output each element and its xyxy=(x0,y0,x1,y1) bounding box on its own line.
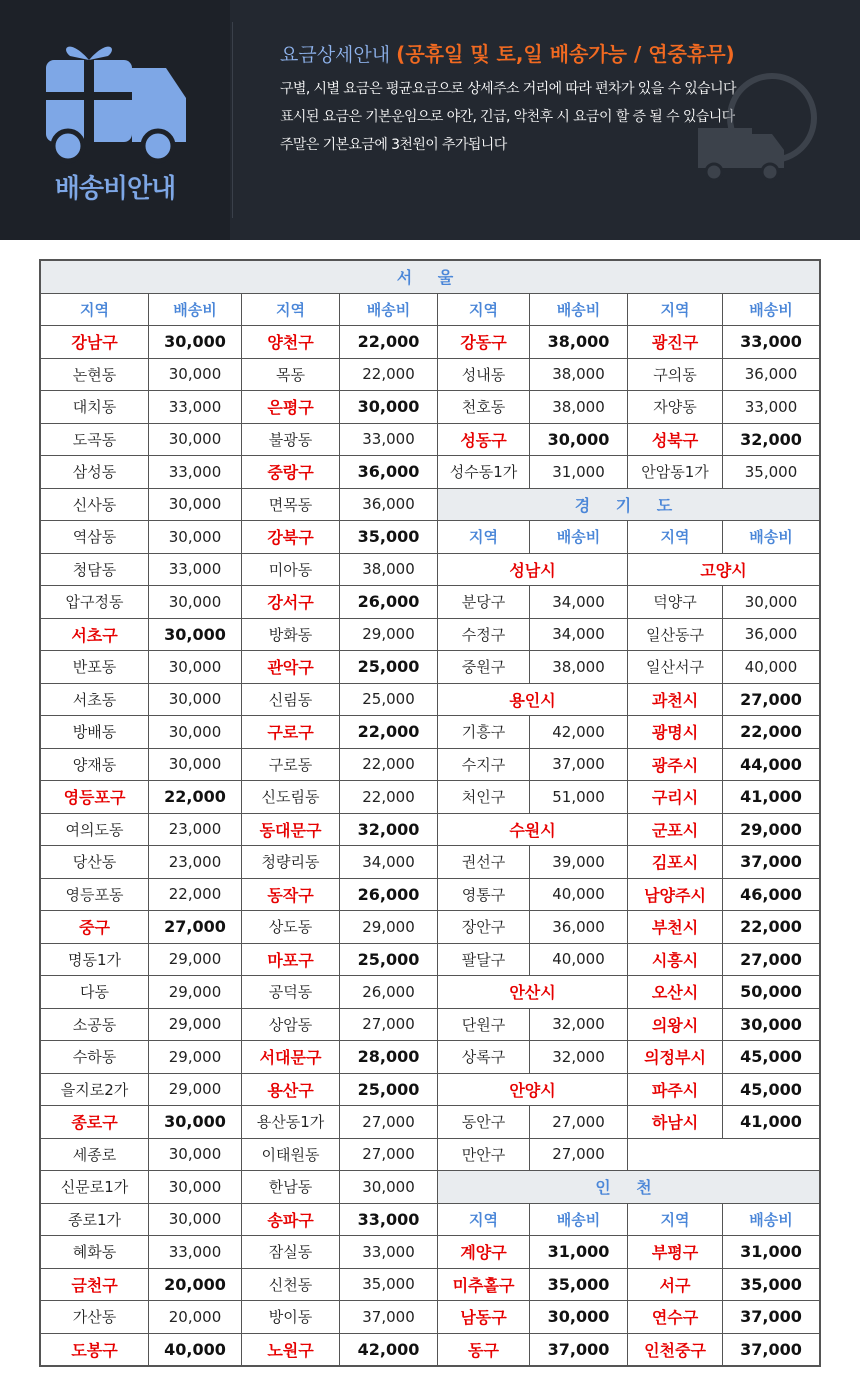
district-name: 도곡동 xyxy=(41,424,149,457)
logo-text: 배송비안내 xyxy=(54,174,176,204)
district-name: 덕양구 xyxy=(628,586,723,619)
district-name: 역삼동 xyxy=(41,521,149,554)
fee-value: 30,000 xyxy=(149,521,242,554)
fee-value: 27,000 xyxy=(530,1139,628,1172)
section-header: 경 기 도 xyxy=(438,489,819,522)
fee-value: 30,000 xyxy=(149,619,242,652)
fee-value: 37,000 xyxy=(740,1340,802,1360)
district-name: 성수동1가 xyxy=(438,456,530,489)
region-name: 남양주시 xyxy=(628,879,723,912)
district-name: 삼성동 xyxy=(41,456,149,489)
district-name: 공덕동 xyxy=(242,976,340,1009)
district-name: 다동 xyxy=(41,976,149,1009)
fee-value: 40,000 xyxy=(530,879,628,912)
region-name: 안양시 xyxy=(438,1074,628,1107)
region-name: 미추홀구 xyxy=(438,1269,530,1302)
fee-value: 22,000 xyxy=(723,716,819,749)
district-name: 압구정동 xyxy=(41,586,149,619)
district-name: 불광동 xyxy=(242,424,340,457)
fee-value: 33,000 xyxy=(723,326,819,359)
column-header: 배송비 xyxy=(530,294,628,327)
district-name: 상록구 xyxy=(438,1041,530,1074)
district-name: 당산동 xyxy=(41,846,149,879)
fee-value: 33,000 xyxy=(149,391,242,424)
page-title xyxy=(280,38,735,67)
fee-value: 29,000 xyxy=(149,1041,242,1074)
district-name: 분당구 xyxy=(438,586,530,619)
column-header: 배송비 xyxy=(340,294,438,327)
fee-value: 20,000 xyxy=(149,1301,242,1334)
fee-value: 32,000 xyxy=(530,1041,628,1074)
column-header: 배송비 xyxy=(723,294,819,327)
fee-value: 36,000 xyxy=(340,489,438,522)
background-truck-clock-icon xyxy=(690,70,825,185)
fee-value: 30,000 xyxy=(149,489,242,522)
fee-value: 41,000 xyxy=(723,1106,819,1139)
column-header: 지역 xyxy=(242,294,340,327)
region-name: 군포시 xyxy=(628,814,723,847)
district-name: 수지구 xyxy=(438,749,530,782)
fee-value: 29,000 xyxy=(149,1009,242,1042)
region-name: 성동구 xyxy=(438,424,530,457)
fee-value: 32,000 xyxy=(530,1009,628,1042)
region-name: 연수구 xyxy=(628,1301,723,1334)
district-name: 한남동 xyxy=(242,1171,340,1204)
district-name: 수하동 xyxy=(41,1041,149,1074)
region-name: 광주시 xyxy=(628,749,723,782)
district-name: 서초동 xyxy=(41,684,149,717)
region-name: 성남시 xyxy=(438,554,628,587)
fee-value: 27,000 xyxy=(340,1009,438,1042)
column-header: 지역 xyxy=(438,1204,530,1237)
fee-value: 29,000 xyxy=(340,619,438,652)
region-name: 노원구 xyxy=(242,1334,340,1367)
note-line-1: 구별, 시별 요금은 평균요금으로 상세주소 거리에 따라 편차가 있을 수 있습니다 xyxy=(280,81,736,97)
column-header: 배송비 xyxy=(723,1204,819,1237)
region-name: 시흥시 xyxy=(628,944,723,977)
region-name: 안산시 xyxy=(438,976,628,1009)
district-name: 처인구 xyxy=(438,781,530,814)
district-name: 여의도동 xyxy=(41,814,149,847)
district-name: 종로1가 xyxy=(41,1204,149,1237)
region-name: 동대문구 xyxy=(242,814,340,847)
banner-divider xyxy=(232,22,233,218)
district-name: 명동1가 xyxy=(41,944,149,977)
column-header: 배송비 xyxy=(723,521,819,554)
district-name: 권선구 xyxy=(438,846,530,879)
fee-value: 35,000 xyxy=(723,1269,819,1302)
fee-value: 22,000 xyxy=(723,911,819,944)
fee-value: 23,000 xyxy=(149,814,242,847)
fee-value: 20,000 xyxy=(149,1269,242,1302)
district-name: 신천동 xyxy=(242,1269,340,1302)
district-name: 을지로2가 xyxy=(41,1074,149,1107)
district-name: 중원구 xyxy=(438,651,530,684)
fee-value: 33,000 xyxy=(723,391,819,424)
district-name: 대치동 xyxy=(41,391,149,424)
fee-value: 28,000 xyxy=(340,1041,438,1074)
fee-value: 27,000 xyxy=(149,911,242,944)
fee-value: 40,000 xyxy=(149,1334,242,1367)
district-name: 일산서구 xyxy=(628,651,723,684)
fee-value: 33,000 xyxy=(340,1204,438,1237)
district-name: 구로동 xyxy=(242,749,340,782)
fee-value: 27,000 xyxy=(723,944,819,977)
fee-value: 36,000 xyxy=(340,456,438,489)
region-name: 남동구 xyxy=(438,1301,530,1334)
region-name: 고양시 xyxy=(628,554,819,587)
district-name: 잠실동 xyxy=(242,1236,340,1269)
region-name: 의왕시 xyxy=(628,1009,723,1042)
region-name: 광진구 xyxy=(628,326,723,359)
region-name: 도봉구 xyxy=(41,1334,149,1367)
district-name: 양재동 xyxy=(41,749,149,782)
region-name: 용인시 xyxy=(438,684,628,717)
fee-value: 42,000 xyxy=(340,1334,438,1367)
district-name: 기흥구 xyxy=(438,716,530,749)
fee-value: 30,000 xyxy=(149,1171,242,1204)
district-name: 이태원동 xyxy=(242,1139,340,1172)
fee-value: 35,000 xyxy=(340,521,438,554)
note-line-3: 주말은 기본요금에 3천원이 추가됩니다 xyxy=(280,137,507,153)
column-header: 배송비 xyxy=(149,294,242,327)
fee-value: 50,000 xyxy=(723,976,819,1009)
fee-value: 30,000 xyxy=(149,1204,242,1237)
district-name: 목동 xyxy=(242,359,340,392)
title-main: 요금상세안내 xyxy=(280,44,391,66)
fee-value: 38,000 xyxy=(530,651,628,684)
region-name: 송파구 xyxy=(242,1204,340,1237)
district-name: 일산동구 xyxy=(628,619,723,652)
fee-value: 22,000 xyxy=(340,359,438,392)
district-name: 장안구 xyxy=(438,911,530,944)
district-name: 팔달구 xyxy=(438,944,530,977)
district-name: 세종로 xyxy=(41,1139,149,1172)
fee-value: 30,000 xyxy=(530,424,628,457)
fee-value: 30,000 xyxy=(149,1106,242,1139)
region-name: 파주시 xyxy=(628,1074,723,1107)
fee-value: 30,000 xyxy=(149,326,242,359)
region-name: 동작구 xyxy=(242,879,340,912)
region-name: 서초구 xyxy=(41,619,149,652)
fee-value: 27,000 xyxy=(340,1106,438,1139)
region-name: 강동구 xyxy=(438,326,530,359)
fee-value: 30,000 xyxy=(149,684,242,717)
region-name: 금천구 xyxy=(41,1269,149,1302)
fee-value: 40,000 xyxy=(723,651,819,684)
column-header: 지역 xyxy=(41,294,149,327)
fee-value: 30,000 xyxy=(340,1171,438,1204)
fee-value: 37,000 xyxy=(530,1334,628,1367)
banner xyxy=(0,0,860,240)
fee-value: 30,000 xyxy=(149,749,242,782)
district-name: 용산동1가 xyxy=(242,1106,340,1139)
logo-area xyxy=(0,0,230,240)
fee-value: 41,000 xyxy=(723,781,819,814)
region-name: 양천구 xyxy=(242,326,340,359)
fee-value: 22,000 xyxy=(149,879,242,912)
district-name: 가산동 xyxy=(41,1301,149,1334)
fee-value: 25,000 xyxy=(340,651,438,684)
fee-value: 33,000 xyxy=(149,554,242,587)
district-name: 안암동1가 xyxy=(628,456,723,489)
district-name: 논현동 xyxy=(41,359,149,392)
fee-value: 30,000 xyxy=(149,424,242,457)
fee-value: 33,000 xyxy=(340,424,438,457)
fee-value: 30,000 xyxy=(149,716,242,749)
fee-value: 29,000 xyxy=(149,976,242,1009)
region-name: 성북구 xyxy=(628,424,723,457)
region-name: 하남시 xyxy=(628,1106,723,1139)
district-name: 단원구 xyxy=(438,1009,530,1042)
fee-value: 33,000 xyxy=(340,1236,438,1269)
district-name: 천호동 xyxy=(438,391,530,424)
district-name: 방이동 xyxy=(242,1301,340,1334)
fee-value: 22,000 xyxy=(340,781,438,814)
fee-value: 37,000 xyxy=(340,1301,438,1334)
empty-cell xyxy=(628,1139,819,1172)
fee-value: 27,000 xyxy=(530,1106,628,1139)
region-name: 의정부시 xyxy=(628,1041,723,1074)
column-header: 지역 xyxy=(628,294,723,327)
fee-value: 35,000 xyxy=(340,1269,438,1302)
fee-value: 31,000 xyxy=(530,1236,628,1269)
region-name: 영등포구 xyxy=(41,781,149,814)
fee-value: 38,000 xyxy=(530,359,628,392)
region-name: 구리시 xyxy=(628,781,723,814)
fee-value: 33,000 xyxy=(149,456,242,489)
district-name: 소공동 xyxy=(41,1009,149,1042)
district-name: 자양동 xyxy=(628,391,723,424)
fee-value: 31,000 xyxy=(723,1236,819,1269)
region-name: 동구 xyxy=(438,1334,530,1367)
district-name: 혜화동 xyxy=(41,1236,149,1269)
fee-value: 25,000 xyxy=(340,1074,438,1107)
fee-value: 30,000 xyxy=(723,1009,819,1042)
region-name: 종로구 xyxy=(41,1106,149,1139)
district-name: 성내동 xyxy=(438,359,530,392)
fee-value: 37,000 xyxy=(530,749,628,782)
fee-value: 38,000 xyxy=(530,326,628,359)
fee-value: 32,000 xyxy=(340,814,438,847)
district-name: 영등포동 xyxy=(41,879,149,912)
fee-value: 26,000 xyxy=(340,879,438,912)
fee-value: 27,000 xyxy=(340,1139,438,1172)
fee-value: 34,000 xyxy=(530,619,628,652)
note-line-2: 표시된 요금은 기본운임으로 야간, 긴급, 악천후 시 요금이 할 증 될 수 있습니다 xyxy=(280,109,735,125)
region-name: 부평구 xyxy=(628,1236,723,1269)
fee-value: 33,000 xyxy=(149,1236,242,1269)
section-header: 서 울 xyxy=(41,261,819,294)
fee-value: 30,000 xyxy=(340,391,438,424)
region-name: 부천시 xyxy=(628,911,723,944)
region-name: 수원시 xyxy=(438,814,628,847)
region-name: 강서구 xyxy=(242,586,340,619)
district-name: 방배동 xyxy=(41,716,149,749)
fee-value: 30,000 xyxy=(723,586,819,619)
region-name: 광명시 xyxy=(628,716,723,749)
district-name: 반포동 xyxy=(41,651,149,684)
region-name: 중랑구 xyxy=(242,456,340,489)
region-name: 마포구 xyxy=(242,944,340,977)
region-name: 계양구 xyxy=(438,1236,530,1269)
region-name: 서대문구 xyxy=(242,1041,340,1074)
fee-value: 29,000 xyxy=(723,814,819,847)
fee-value: 26,000 xyxy=(340,976,438,1009)
fee-value: 46,000 xyxy=(723,879,819,912)
fee-value: 45,000 xyxy=(723,1041,819,1074)
fee-value: 42,000 xyxy=(530,716,628,749)
fee-value: 25,000 xyxy=(340,944,438,977)
district-name: 미아동 xyxy=(242,554,340,587)
fee-value: 30,000 xyxy=(149,359,242,392)
district-name: 만안구 xyxy=(438,1139,530,1172)
region-name: 강북구 xyxy=(242,521,340,554)
fee-value: 38,000 xyxy=(530,391,628,424)
fee-value: 45,000 xyxy=(723,1074,819,1107)
region-name: 강남구 xyxy=(41,326,149,359)
district-name: 영통구 xyxy=(438,879,530,912)
fee-value: 31,000 xyxy=(530,456,628,489)
column-header: 지역 xyxy=(438,521,530,554)
column-header: 배송비 xyxy=(530,521,628,554)
fee-value: 26,000 xyxy=(340,586,438,619)
gift-truck-icon xyxy=(40,34,190,164)
fee-value: 35,000 xyxy=(723,456,819,489)
fee-value: 36,000 xyxy=(530,911,628,944)
fee-value: 35,000 xyxy=(530,1269,628,1302)
column-header: 지역 xyxy=(438,294,530,327)
fee-value: 30,000 xyxy=(149,1139,242,1172)
region-name: 과천시 xyxy=(628,684,723,717)
fee-value: 22,000 xyxy=(149,781,242,814)
fee-value: 29,000 xyxy=(149,944,242,977)
fee-value: 23,000 xyxy=(149,846,242,879)
fee-value: 34,000 xyxy=(530,586,628,619)
district-name: 청량리동 xyxy=(242,846,340,879)
fee-value: 37,000 xyxy=(723,1301,819,1334)
fee-value: 32,000 xyxy=(723,424,819,457)
district-name: 상도동 xyxy=(242,911,340,944)
column-header: 지역 xyxy=(628,1204,723,1237)
section-header: 인 천 xyxy=(438,1171,819,1204)
district-name: 청담동 xyxy=(41,554,149,587)
fee-value: 29,000 xyxy=(149,1074,242,1107)
fee-value: 34,000 xyxy=(340,846,438,879)
fee-value: 39,000 xyxy=(530,846,628,879)
fee-value: 27,000 xyxy=(723,684,819,717)
region-name: 인천중구 xyxy=(628,1334,723,1367)
district-name: 신도림동 xyxy=(242,781,340,814)
fee-value: 22,000 xyxy=(340,749,438,782)
column-header: 지역 xyxy=(628,521,723,554)
fee-value: 29,000 xyxy=(340,911,438,944)
fee-value: 51,000 xyxy=(530,781,628,814)
shipping-fee-table xyxy=(39,259,821,1367)
district-name: 동안구 xyxy=(438,1106,530,1139)
region-name: 관악구 xyxy=(242,651,340,684)
fee-value: 36,000 xyxy=(723,359,819,392)
fee-value: 30,000 xyxy=(149,586,242,619)
district-name: 신림동 xyxy=(242,684,340,717)
region-name: 은평구 xyxy=(242,391,340,424)
district-name: 신사동 xyxy=(41,489,149,522)
region-name: 서구 xyxy=(628,1269,723,1302)
district-name: 면목동 xyxy=(242,489,340,522)
fee-value: 30,000 xyxy=(149,651,242,684)
fee-value: 37,000 xyxy=(723,846,819,879)
region-name: 구로구 xyxy=(242,716,340,749)
region-name: 용산구 xyxy=(242,1074,340,1107)
district-name: 상암동 xyxy=(242,1009,340,1042)
fee-value: 25,000 xyxy=(340,684,438,717)
region-name: 오산시 xyxy=(628,976,723,1009)
district-name: 신문로1가 xyxy=(41,1171,149,1204)
title-sub: (공휴일 및 토,일 배송가능 / 연중휴무) xyxy=(396,42,735,66)
district-name: 수정구 xyxy=(438,619,530,652)
fee-value: 40,000 xyxy=(530,944,628,977)
region-name: 중구 xyxy=(41,911,149,944)
fee-value: 36,000 xyxy=(723,619,819,652)
district-name: 방화동 xyxy=(242,619,340,652)
fee-value: 22,000 xyxy=(340,326,438,359)
fee-value: 22,000 xyxy=(340,716,438,749)
fee-value: 44,000 xyxy=(723,749,819,782)
column-header: 배송비 xyxy=(530,1204,628,1237)
region-name: 김포시 xyxy=(628,846,723,879)
fee-value: 38,000 xyxy=(340,554,438,587)
fee-value: 30,000 xyxy=(530,1301,628,1334)
district-name: 구의동 xyxy=(628,359,723,392)
